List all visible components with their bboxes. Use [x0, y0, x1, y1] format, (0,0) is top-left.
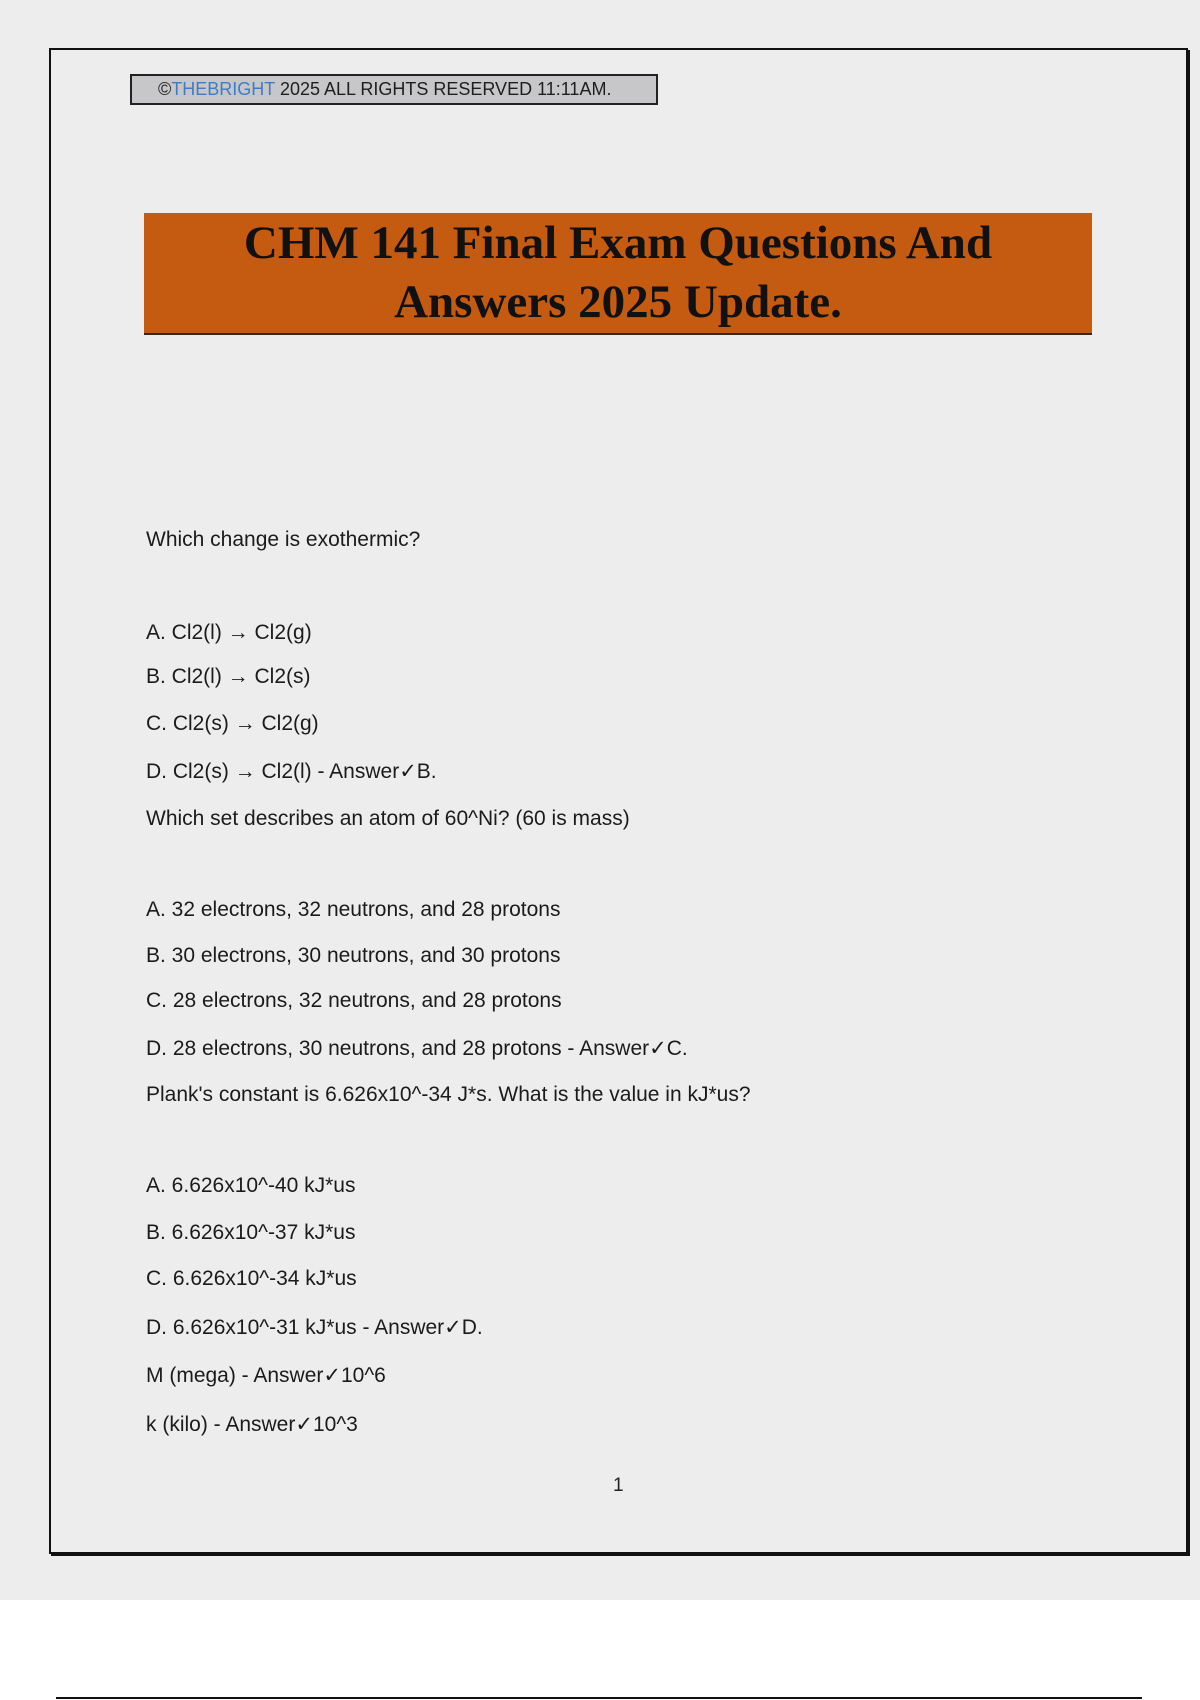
- answer-option-with-answer: D. 6.626x10^-31 kJ*us - Answer✓D.: [146, 1316, 483, 1339]
- copyright-symbol: ©: [158, 79, 172, 99]
- answer-option: C. 6.626x10^-34 kJ*us: [146, 1267, 357, 1290]
- answer-option: C. 28 electrons, 32 neutrons, and 28 protons: [146, 989, 562, 1012]
- answer-option: A. Cl2(l) → Cl2(g): [146, 621, 312, 644]
- copyright-banner: [130, 74, 658, 105]
- answer-option-with-answer: D. 28 electrons, 30 neutrons, and 28 protons - Answer✓C.: [146, 1037, 688, 1060]
- document-page: [49, 48, 1188, 1554]
- page-number: 1: [613, 1475, 624, 1496]
- definition-line: M (mega) - Answer✓10^6: [146, 1364, 386, 1387]
- title-banner: [144, 213, 1092, 335]
- answer-option: A. 32 electrons, 32 neutrons, and 28 protons: [146, 898, 561, 921]
- question-text: Which change is exothermic?: [146, 528, 421, 551]
- copyright-text: 2025 ALL RIGHTS RESERVED 11:11AM.: [274, 79, 612, 99]
- question-text: Plank's constant is 6.626x10^-34 J*s. What is the value in kJ*us?: [146, 1083, 751, 1106]
- answer-option-with-answer: D. Cl2(s) → Cl2(l) - Answer✓B.: [146, 760, 437, 783]
- answer-option: A. 6.626x10^-40 kJ*us: [146, 1174, 356, 1197]
- answer-option: B. 6.626x10^-37 kJ*us: [146, 1221, 356, 1244]
- copyright-brand: THEBRIGHT: [171, 79, 275, 99]
- next-page-divider: [56, 1697, 1142, 1699]
- question-text: Which set describes an atom of 60^Ni? (60 is mass): [146, 807, 630, 830]
- definition-line: k (kilo) - Answer✓10^3: [146, 1413, 358, 1436]
- answer-option: B. 30 electrons, 30 neutrons, and 30 protons: [146, 944, 561, 967]
- document-title: CHM 141 Final Exam Questions And Answers 2025 Update.: [243, 217, 993, 328]
- answer-option: B. Cl2(l) → Cl2(s): [146, 665, 311, 688]
- answer-option: C. Cl2(s) → Cl2(g): [146, 712, 319, 735]
